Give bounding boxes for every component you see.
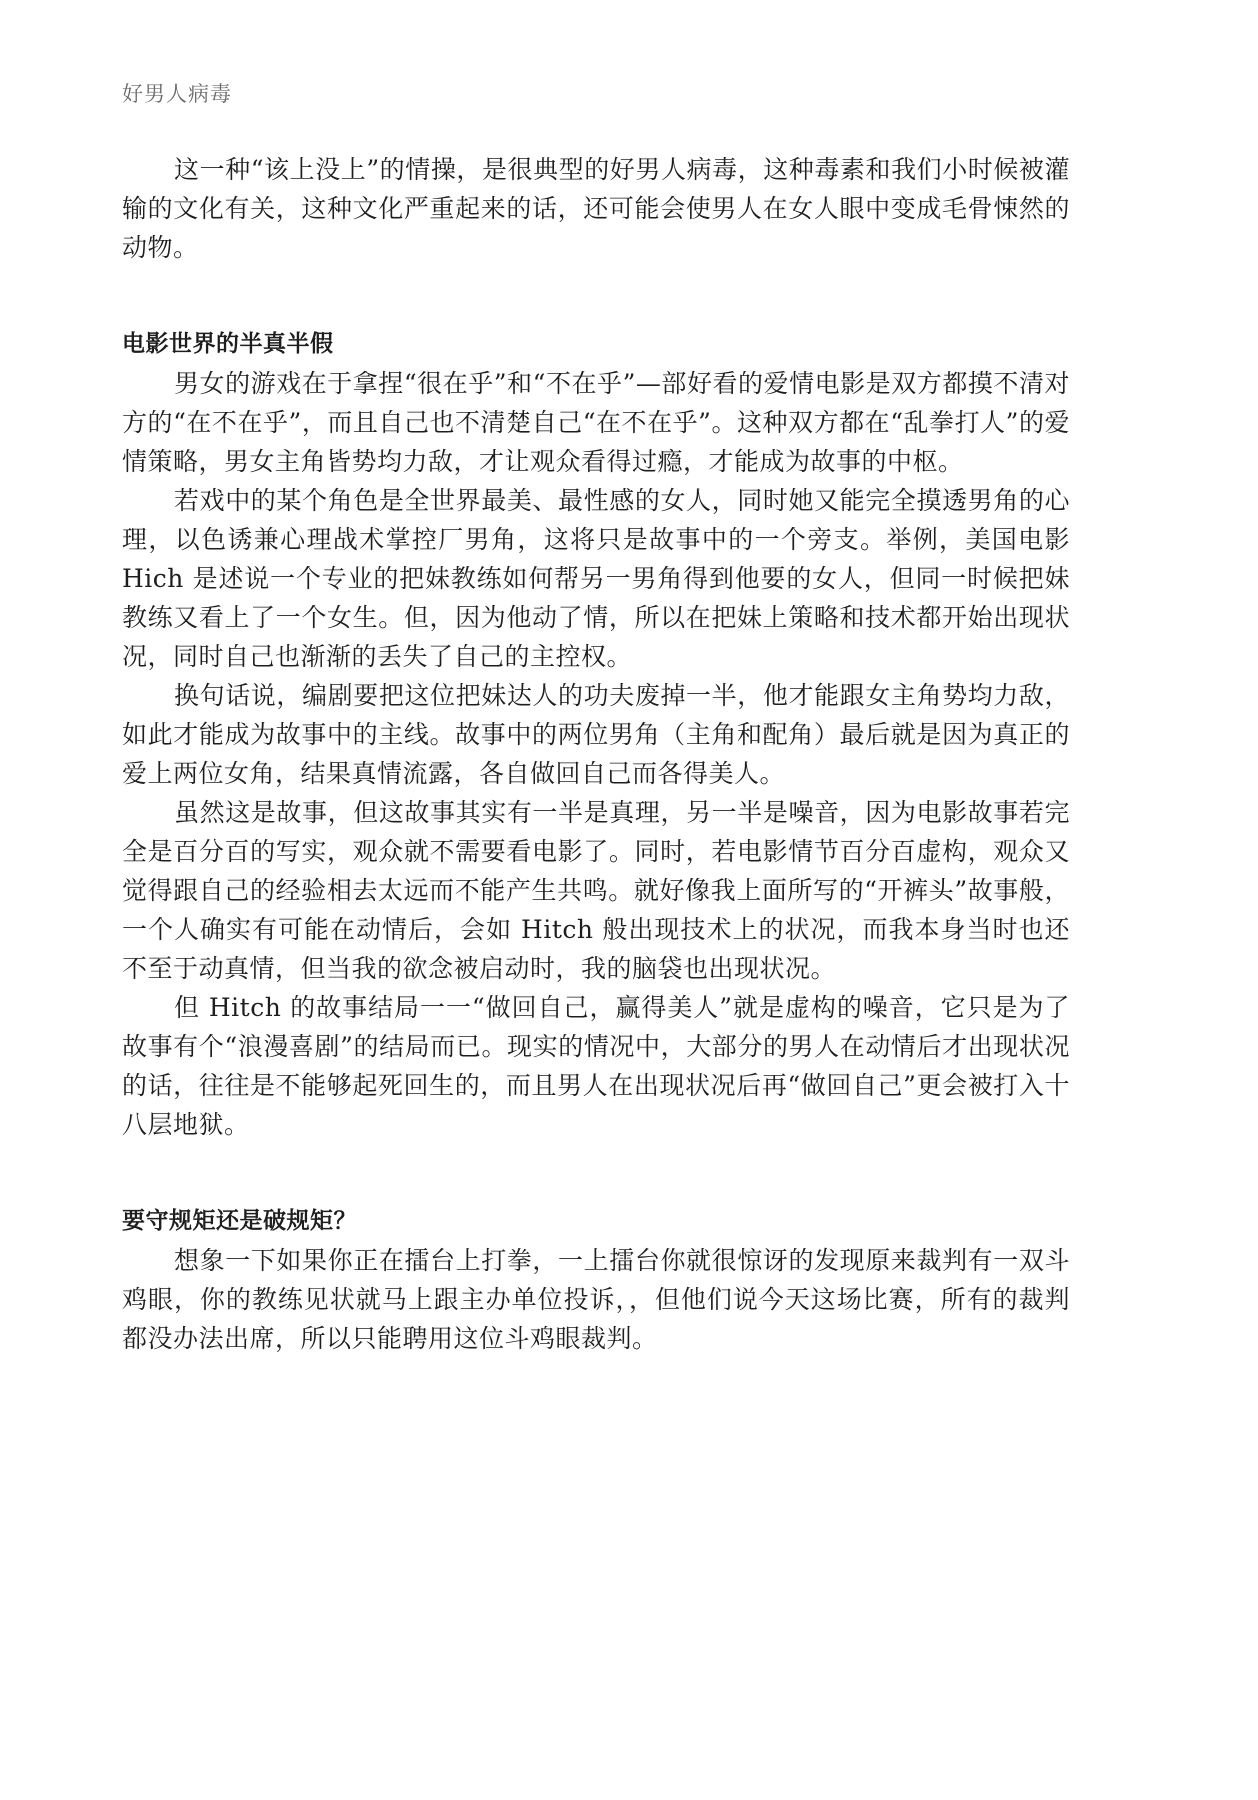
intro-paragraph: 这一种“该上没上”的情操，是很典型的好男人病毒，这种毒素和我们小时候被灌输的文化有关，这种文化严重起来的话，还可能会使男人在女人眼中变成毛骨悚然的动物。 <box>122 155 1070 262</box>
body-paragraph: 换句话说，编剧要把这位把妹达人的功夫废掉一半，他才能跟女主角势均力敌，如此才能成为故事中的主线。故事中的两位男角（主角和配角）最后就是因为真正的爱上两位女角，结果真情流露，各自做回自己而各得美人。 <box>122 681 1070 788</box>
section-spacer <box>122 267 1070 325</box>
body-paragraph: 虽然这是故事，但这故事其实有一半是真理，另一半是噪音，因为电影故事若完全是百分百的写实，观众就不需要看电影了。同时，若电影情节百分百虚构，观众又觉得跟自己的经验相去太远而不能产生共鸣。就好像我上面所写的“开裤头”故事般，一个人确实有可能在动情后，会如 Hitch 般出现技术上的状况，而我本身当时也还不至于动真情，但当我的欲念被启动时，我的脑袋也出现状况。 <box>122 798 1070 983</box>
body-paragraph: 但 Hitch 的故事结局一一“做回自己，赢得美人”就是虚构的噪音，它只是为了故事有个“浪漫喜剧”的结局而已。现实的情况中，大部分的男人在动情后才出现状况的话，往往是不能够起死回生的，而且男人在出现状况后再“做回自己”更会被打入十八层地狱。 <box>122 993 1070 1139</box>
section-heading-rules: 要守规矩还是破规矩？ <box>122 1208 357 1234</box>
page-body <box>122 150 1070 1358</box>
section-heading-movie-world: 电影世界的半真半假 <box>122 331 334 357</box>
body-paragraph: 想象一下如果你正在擂台上打拳，一上擂台你就很惊讶的发现原来裁判有一双斗鸡眼，你的教练见状就马上跟主办单位投诉，，但他们说今天这场比赛，所有的裁判都没办法出席，所以只能聘用这位斗鸡眼裁判。 <box>122 1246 1070 1353</box>
running-header: 好男人病毒 <box>122 82 232 106</box>
body-paragraph: 男女的游戏在于拿捏“很在乎”和“不在乎”—部好看的爱情电影是双方都摸不清对方的“在不在乎”，而且自己也不清楚自己“在不在乎”。这种双方都在“乱拳打人”的爱情策略，男女主角皆势均力敌，才让观众看得过瘾，才能成为故事的中枢。 <box>122 369 1070 476</box>
body-paragraph: 若戏中的某个角色是全世界最美、最性感的女人，同时她又能完全摸透男角的心理，以色诱兼心理战术掌控厂男角，这将只是故事中的一个旁支。举例，美国电影 Hich 是述说一个专业的把妹教练如何帮另一男角得到他要的女人，但同一时候把妹教练又看上了一个女生。但，因为他动了情，所以在把妹上策略和技术都开始出现状况，同时自己也渐渐的丢失了自己的主控权。 <box>122 486 1070 671</box>
section-spacer <box>122 1144 1070 1202</box>
